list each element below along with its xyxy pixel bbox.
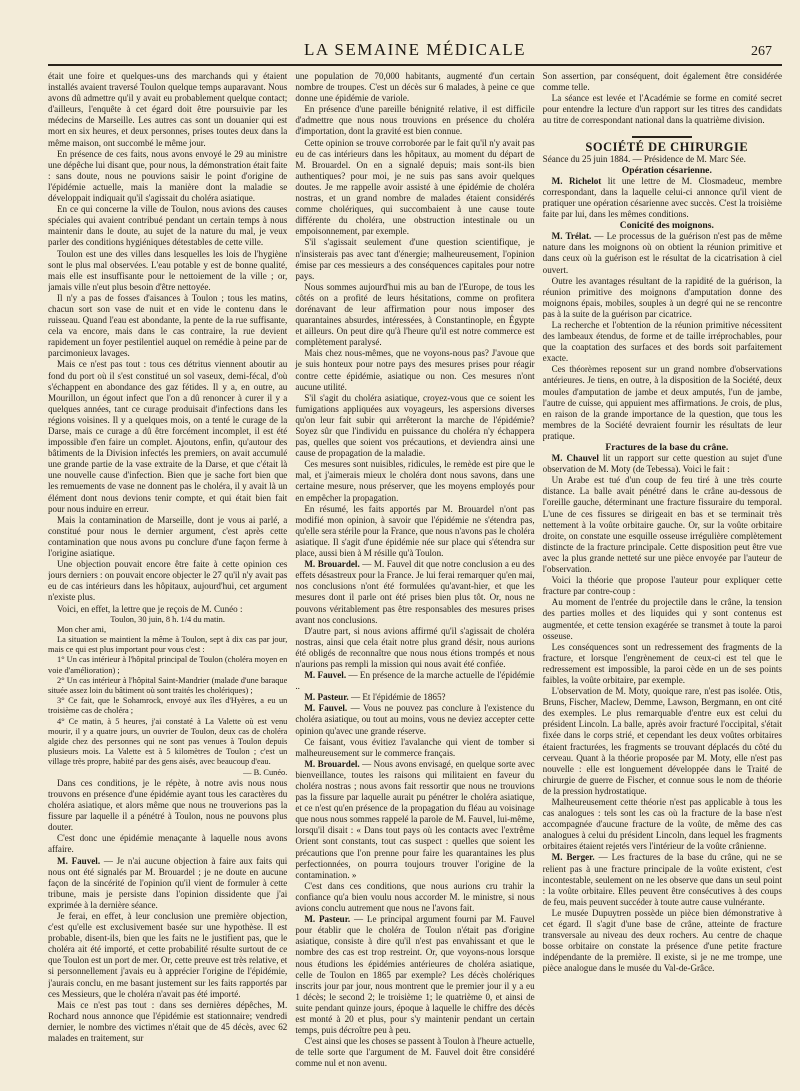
paragraph: Une objection pouvait encore être faite à cette opinion ces jours derniers : on pouvait encore objecter le 27 qu'il n'y avait pas eu de cas intérieurs dans les hôpitaux, aujourd'hui, cet argument n'existe plus. xyxy=(48,559,288,603)
speech-paragraph xyxy=(543,176,782,220)
paragraph: En présence d'une pareille bénignité relative, il est difficile d'admettre que nous nous trouvions en présence du choléra d'importation, dont la gravité est bien connue. xyxy=(295,104,535,137)
letter-paragraph: 2° Un cas intérieur à l'hôpital Saint-Mandrier (malade d'une baraque située assez loin du bâtiment où sont traités les cholériques) ; xyxy=(48,675,288,696)
letter-signature: — B. Cunéo. xyxy=(243,767,288,777)
paragraph: D'autre part, si nous avions affirmé qu'il s'agissait de choléra nostras, ainsi que cela était notre plus grand désir, nous aurions été obligés de reconnaître que nous nous étions trompés et nous n'aurions pas rempli la mission qui nous avait été confiée. xyxy=(295,625,535,669)
speech-paragraph xyxy=(295,670,534,692)
paragraph: Ce faisant, vous évitiez l'avalanche qui vient de tomber si malheureusement sur le commerce français. xyxy=(295,736,535,758)
speech-text: lit une lettre de M. Closmadeuc, membre correspondant, dans la laquelle celui-ci annonce qu'il vient de pratiquer une opération césarienne avec succès. C'est la troisième faite par lui, dans les mêmes conditions. xyxy=(542,175,782,220)
letter-salutation: Mon cher ami, xyxy=(57,624,107,634)
paragraph: La recherche et l'obtention de la réunion primitive nécessitent des lambeaux étendus, de forme et de taille irréprochables, pour que la coaptation des surfaces et des bords soit parfaitement exacte. xyxy=(542,319,782,364)
subsection-title: Opération césarienne. xyxy=(621,164,712,176)
quoted-letter xyxy=(48,615,287,778)
speech-paragraph xyxy=(543,852,782,907)
paragraph: Le musée Dupuytren possède un pièce bien démonstrative à cet égard. Il s'agit d'une base de crâne, atteinte de fracture transversale au niveau des deux rochers. Au centre de chaque bosse orbitaire on constate la présence d'une petite fracture indépendante de la première. Il existe, si je ne me trompe, une pièce analogue dans le musée du Val-de-Grâce. xyxy=(542,907,782,974)
speaker-name: M. Chauvel xyxy=(551,453,599,464)
paragraph: Mais ce n'est pas tout : dans ses dernières dépêches, M. Rochard nous annonce que l'épidémie est stationnaire; vendredi dernier, le nombre des victimes n'était que de 45 décès, avec 62 malades en traitement, sur xyxy=(48,999,288,1043)
paragraph: C'est donc une épidémie menaçante à laquelle nous avons affaire. xyxy=(48,833,288,855)
paragraph: Son assertion, par conséquent, doit également être considérée comme telle. xyxy=(542,71,782,93)
session-line: Séance du 25 juin 1884. — Présidence de M. Marc Sée. xyxy=(542,153,746,164)
paragraph: La séance est levée et l'Académie se forme en comité secret pour entendre la lecture d'un rapport sur les titres des candidats au titre de correspondant national dans la quatrième division. xyxy=(542,93,782,126)
speech-text: — Les fractures de la base du crâne, qui ne se relient pas à une fracture principale de la voûte existent, c'est incontestable, seulement on ne les observe que dans un seul point : la voûte orbitaire. Elles peuvent être consécutives à des coups de feu, mais peuvent succéder à toute autre cause vulnérante. xyxy=(542,852,782,907)
paragraph: C'est dans ces conditions, que nous aurions cru trahir la confiance qu'a bien voulu nous accorder M. le ministre, si nous avions conclu autrement que nous ne l'avons fait. xyxy=(295,880,535,914)
paragraph: Outre les avantages résultant de la rapidité de la guérison, la réunion primitive des moignons d'amputation donne des moignons épais, mobiles, souples à un degré qui ne se rencontre pas à la suite de la guérison par cicatrice. xyxy=(542,275,782,319)
paragraph: En présence de ces faits, nous avons envoyé le 29 au ministre une dépêche lui disant que, pour nous, la démonstration était faite : sans doute, nous ne pouvions saisir le point d'origine de l'épidémie actuelle, mais la manière dont la maladie se développait indiquait qu'il s'agissait du choléra asiatique. xyxy=(48,148,288,204)
paragraph: Voici, en effet, la lettre que je reçois de M. Cunéo : xyxy=(57,603,243,614)
paragraph: Il n'y a pas de fosses d'aisances à Toulon ; tous les matins, chacun sort son vase de nuit et en vide le contenu dans le ruisseau. Quand l'eau est abondante, la pente de la rue suffisante, cela va encore, mais dans le cas contraire, la rue devient rapidement un foyer pestilentiel auquel on remédie à peine par de parcimonieux lavages. xyxy=(48,292,288,359)
speech-text: — Et l'épidémie de 1865? xyxy=(348,692,446,703)
section-divider xyxy=(632,136,692,138)
speech-paragraph xyxy=(543,453,782,475)
paragraph: Ces mesures sont nuisibles, ridicules, le remède est pire que le mal, et j'aimerais mieux le choléra dont nous savons, dans une certaine mesure, nous préserver, que les moyens employés pour en empêcher la propagation. xyxy=(295,459,535,503)
subsection-title: Fractures de la base du crâne. xyxy=(605,442,729,453)
paragraph: Mais chez nous-mêmes, que ne voyons-nous pas? J'avoue que je suis honteux pour notre pays des mesures prises pour réagir contre cette épidémie, asiatique ou non. Ces mesures n'ont aucune utilité. xyxy=(295,348,535,392)
column-3 xyxy=(543,71,782,1081)
speech-paragraph xyxy=(295,703,534,736)
paragraph: était une foire et quelques-uns des marchands qui y étaient installés avaient traversé Toulon quelque temps auparavant. Nous avons dû admettre qu'il y avait eu probablement quelque contact; d'ailleurs, l'enquête à cet égard doit être poursuivie par les médecins de Marseille. Les autres cas sont un douanier qui est mort en six heures, et deux personnes, prises toutes deux dans la même maison, ont succombé le même jour. xyxy=(48,71,288,148)
paragraph: C'est ainsi que les choses se passent à Toulon à l'heure actuelle, de telle sorte que l'argument de M. Fauvel doit être considéré comme nul et non avenu. xyxy=(295,1036,535,1069)
section-title: SOCIÉTÉ DE CHIRURGIE xyxy=(585,140,749,155)
paragraph: une population de 70,000 habitants, augmenté d'un certain nombre de troupes. C'est un décès sur 6 malades, à peine ce que donne une épidémie de variole. xyxy=(295,71,535,104)
speech-paragraph xyxy=(295,559,534,626)
speech-text: — Le principal argument fourni par M. Fauvel pour établir que le choléra de Toulon n'était pas d'origine asiatique, consiste à dire qu'il n'est pas envahissant et que le nombre des cas est trop restreint. Or, que voyons-nous lorsque nous étudions les épidémies antérieures de choléra asiatique, celle de Toulon en 1865 par exemple? Les décès cholériques inscrits jour par jour, nous montrent que le premier jour il y a eu 1 décès; le second 2; le troisième 1; le quatrième 0, et ainsi de suite pendant quinze jours, époque à laquelle le chiffre des décès est monté à 20 et plus, pour s'y maintenir pendant un certain temps, puis décroître peu à peu. xyxy=(295,914,535,1036)
speech-text: — Le processus de la guérison n'est pas de même nature dans les moignons où on obtient la réunion primitive et dans ceux où la guérison est le résultat de la cicatrisation à ciel ouvert. xyxy=(542,231,782,275)
column-2 xyxy=(295,71,534,1081)
speaker-name: M. Trélat. xyxy=(551,231,592,242)
paragraph: Malheureusement cette théorie n'est pas applicable à tous les cas analogues : tels sont les cas où la fracture de la base n'est accompagnée d'aucune fracture de la voûte, de même des cas analogues à celui du président Lincoln, dans lequel les fragments orbitaires étaient rejetés vers l'intérieur de la voûte crânienne. xyxy=(542,797,782,852)
speaker-name: M. Fauvel. xyxy=(57,855,101,866)
paragraph: S'il s'agissait seulement d'une question scientifique, je n'insisterais pas avec tant d'énergie; malheureusement, l'opinion émise par ces messieurs a des conséquences capitales pour notre pays. xyxy=(295,237,535,281)
paragraph: Ces théorèmes reposent sur un grand nombre d'observations antérieures. Je tiens, en outre, à la disposition de la Société, deux moules d'amputation de jambe et deux amputés, l'un de jambe, l'autre de cuisse, qui appuient mes affirmations. Je crois, de plus, en raison de la grande importance de la question, que tous les membres de la Société devraient fournir les résultats de leur pratique. xyxy=(542,364,782,441)
speaker-name: M. Brouardel. xyxy=(304,559,360,570)
speaker-name: M. Brouardel. xyxy=(304,758,360,769)
paragraph: Mais ce n'est pas tout : tous ces détritus viennent aboutir au fond du port où il s'est constitué un sol vaseux, demi-fécal, d'où s'échappent en abondance des gaz fétides. Il y a, en outre, au Mourillon, un égout infect que l'on a dû renoncer à curer il y a quelques années, tant ce curage produisait d'infections dans les régions voisines. Il y a quelques mois, on a tenté le curage de la Darse, mais ce curage a dû être forcément incomplet, il est été impossible d'en faire un complet. Ajoutons, enfin, qu'autour des bâtiments de la Division infectés les premiers, on avait accumulé une grande partie de la vase extraite de la Darse, et que c'était là une nouvelle cause d'infection. Bien que je sache fort bien que les remuements de vase ne donnent pas le choléra, il y avait là un élément dont nous devions tenir compte, et qui était bien fait pour nous induire en erreur. xyxy=(48,359,288,514)
letter-paragraph: 3° Ce fait, que le Sohamrock, envoyé aux îles d'Hyères, a eu un troisième cas de choléra ; xyxy=(48,696,288,716)
column-1 xyxy=(48,71,287,1081)
speech-paragraph xyxy=(295,914,534,1036)
speaker-name: M. Fauvel. xyxy=(304,670,347,681)
paragraph: L'observation de M. Moty, quoique rare, n'est pas isolée. Otis, Bruns, Fischer, Maclew, Demme, Lawson, Bergmann, en ont cité des exemples. Le plus remarquable d'entre eux est celui du président Lincoln. La balle, après avoir fracturé l'occipital, s'était fixée dans le corps strié, et cependant les deux voûtes orbitaires étaient fracturées, les fragments se trouvant déplacés du côté du cerveau. Quant à la théorie proposée par M. Moty, elle n'est pas nouvelle : elle est longuement développée dans le Traité de chirurgie de guerre de Fischer, et connue sous le nom de théorie de la pression hydrostatique. xyxy=(542,686,782,796)
paragraph: En résumé, les faits apportés par M. Brouardel n'ont pas modifié mon opinion, à savoir que l'épidémie ne s'étendra pas, qu'elle sera stérile pour la France, que nous n'avons pas le choléra asiatique. Il s'agit d'une épidémie née sur place qui s'étendra sur place, aussi bien à M résille qu'à Toulon. xyxy=(295,503,535,559)
paragraph: Dans ces conditions, je le répète, à notre avis nous nous trouvons en présence d'une épidémie ayant tous les caractères du choléra asiatique, et alors même que nous ne trouverions pas la fissure par laquelle il a pénétré à Toulon, nous ne pouvons plus douter. xyxy=(48,777,288,833)
letter-paragraph: 4° Ce matin, à 5 heures, j'ai constaté à La Valette où est venu mourir, il y a quatre jours, un ouvrier de Toulon, deux cas de choléra algide chez des personnes qui ne sont pas venues à Toulon depuis plusieurs mois. La Valette est à 5 kilomètres de Toulon ; c'est un village très propre, habité par des gens aisés, avec beaucoup d'eau. xyxy=(48,716,288,767)
paragraph: Nous sommes aujourd'hui mis au ban de l'Europe, de tous les côtés on a profité de leurs hésitations, comme on profitera dorénavant de leur affirmation pour nous imposer des quarantaines absurdes, intéressées, à Constantinople, en Égypte et ailleurs. On peut dire qu'à l'heure qu'il est notre commerce est complètement paralysé. xyxy=(295,281,535,348)
speaker-name: M. Pasteur. xyxy=(304,692,349,703)
speaker-name: M. Berger. xyxy=(551,852,595,863)
subsection-title: Conicité des moignons. xyxy=(619,220,714,232)
speech-paragraph xyxy=(48,856,287,911)
journal-title: LA SEMAINE MÉDICALE xyxy=(303,40,527,59)
paragraph: Mais la contamination de Marseille, dont je vous ai parlé, a constitué pour nous le dernier argument, c'est après cette contamination que nous avons pu conclure d'une façon ferme à l'origine asiatique. xyxy=(48,514,288,559)
speech-text: — Je n'ai aucune objection à faire aux faits qui nous ont été signalés par M. Brouardel ; je ne doute en aucune façon de la sincérité de l'opinion qu'il vient de formuler à cette tribune, mais je persiste dans l'opinion dissidente que j'ai exprimée à la dernière séance. xyxy=(48,855,288,910)
speech-text: — M. Fauvel dit que notre conclusion a eu des effets désastreux pour la France. Je lui ferai remarquer qu'en mai, nos conclusions n'ont été formulées qu'avant-hier, et que les mesures dont il parle ont été prises bien plus tôt. Or, nous ne pouvons véritablement pas être responsables des mesures prises avant nos conclusions. xyxy=(295,559,535,625)
paragraph: Je ferai, en effet, à leur conclusion une première objection, c'est qu'elle est exclusivement basée sur une hypothèse. Il est probable, disent-ils, bien que les faits ne le justifient pas, que le choléra ait été importé, et cette probabilité résulte surtout de ce que Toulon est un port de mer. Or, cette preuve est très relative, et si personnellement j'avais eu à apprécier l'origine de l'épidémie, j'aurais conclu, en me basant justement sur les faits rapportés par ces Messieurs, que le choléra n'avait pas été importé. xyxy=(48,910,288,999)
letter-paragraph: La situation se maintient la même à Toulon, sept à dix cas par jour, mais ce qui est plus important pour vous c'est : xyxy=(48,635,288,655)
paragraph: S'il s'agit du choléra asiatique, croyez-vous que ce soient les fumigations appliquées aux voyageurs, les aspersions diverses qu'on leur fait subir qui arrêteront la marche de l'épidémie? Soyez sûr que l'individu en puissance du choléra n'y échappera pas, quelles que soient vos précautions, et deviendra ainsi une cause de propagation de la maladie. xyxy=(295,392,535,459)
speaker-name: M. Fauvel. xyxy=(304,703,348,714)
letter-dateline: Toulon, 30 juin, 8 h. 1/4 du matin. xyxy=(110,614,225,624)
speech-paragraph xyxy=(295,692,534,703)
paragraph: En ce qui concerne la ville de Toulon, nous avions des causes spéciales qui avaient contribué pendant un certain temps à nous maintenir dans le doute, au sujet de la nature du mal, je veux parler des conditions hygiéniques détestables de cette ville. xyxy=(48,204,288,248)
speaker-name: M. Pasteur. xyxy=(304,914,351,925)
letter-paragraph: 1° Un cas intérieur à l'hôpital principal de Toulon (choléra moyen en voie d'amélioration) ; xyxy=(48,655,288,675)
paragraph: Toulon est une des villes dans lesquelles les lois de l'hygiène sont le plus mal observées. L'eau potable y est de bonne qualité, mais elle est insuffisante pour le nettoiement de la ville ; or, jamais ville n'eut plus besoin d'être nettoyée. xyxy=(48,248,288,292)
speech-text: — Nous avons envisagé, en quelque sorte avec bienveillance, toutes les raisons qui militaient en faveur du choléra nostras ; nous avons fait ressortir que nous ne trouvions pas la fissure par laquelle aurait pu pénétrer le choléra asiatique, et ce n'est qu'en présence de la propagation du fléau au voisinage que nous nous sommes rappelé la parole de M. Fauvel, lui-même, lorsqu'il disait : « Dans tout pays où les contacts avec l'extrême Orient sont constants, tout cas suspect : quelles que soient les précautions que l'on prenne pour faire les quarantaines les plus perfectionnées, on pourra toujours trouver l'origine de la contamination. » xyxy=(295,758,535,880)
paragraph: Un Arabe est tué d'un coup de feu tiré à une très courte distance. La balle avait pénétré dans le crâne au-dessous de l'oreille gauche, déterminant une fracture fissuraire du temporal. L'une de ces fissures se dirigeait en bas et se terminait très nettement à la voûte orbitaire gauche. Or, sur la voûte orbitaire droite, on constate une esquille osseuse irrégulière complètement distincte de la fracture principale. Cette disposition peut être vue avec la plus grande netteté sur une pièce envoyée par l'auteur de l'observation. xyxy=(542,475,782,575)
page-number: 267 xyxy=(751,44,772,59)
paragraph: Les conséquences sont un redressement des fragments de la fracture, et lorsque l'engrènement de ceux-ci est tel que le redressement est impossible, la paroi cède en un de ses points faibles, la voûte orbitaire, par exemple. xyxy=(542,641,782,685)
speech-text: — En présence de la marche actuelle de l'épidémie .. xyxy=(295,670,535,692)
paragraph: Voici la théorie que propose l'auteur pour expliquer cette fracture par contre-coup : xyxy=(542,575,782,597)
speech-paragraph xyxy=(295,759,534,881)
speech-paragraph xyxy=(543,231,782,275)
speech-text: lit un rapport sur cette question au sujet d'une observation de M. Moty (de Tebessa). Voici le fait : xyxy=(542,453,782,475)
speech-text: — Vous ne pouvez pas conclure à l'existence du choléra asiatique, ou tout au moins, vous ne deviez accepter cette opinion qu'avec une grande réserve. xyxy=(295,703,535,736)
paragraph: Au moment de l'entrée du projectile dans le crâne, la tension des parties molles et des liquides qui y sont contenus est augmentée, et cette tension exagérée se transmet à toute la paroi osseuse. xyxy=(542,597,782,641)
speaker-name: M. Richelot xyxy=(551,175,602,186)
columns xyxy=(48,66,782,1081)
paragraph: Cette opinion se trouve corroborée par le fait qu'il n'y avait pas eu de cas intérieurs dans les hôpitaux, au moment du départ de M. Brouardel. On en a signalé depuis; mais sont-ils bien authentiques? pour moi, je ne suis pas sans avoir quelques doutes. Je me rappelle avoir assisté à une épidémie de choléra nostras, et un grand nombre de malades étaient considérés comme cholériques, qui succombaient à une cause toute différente du choléra, une obstruction intestinale ou un empoisonnement, par exemple. xyxy=(295,137,535,237)
page-header xyxy=(48,0,782,66)
